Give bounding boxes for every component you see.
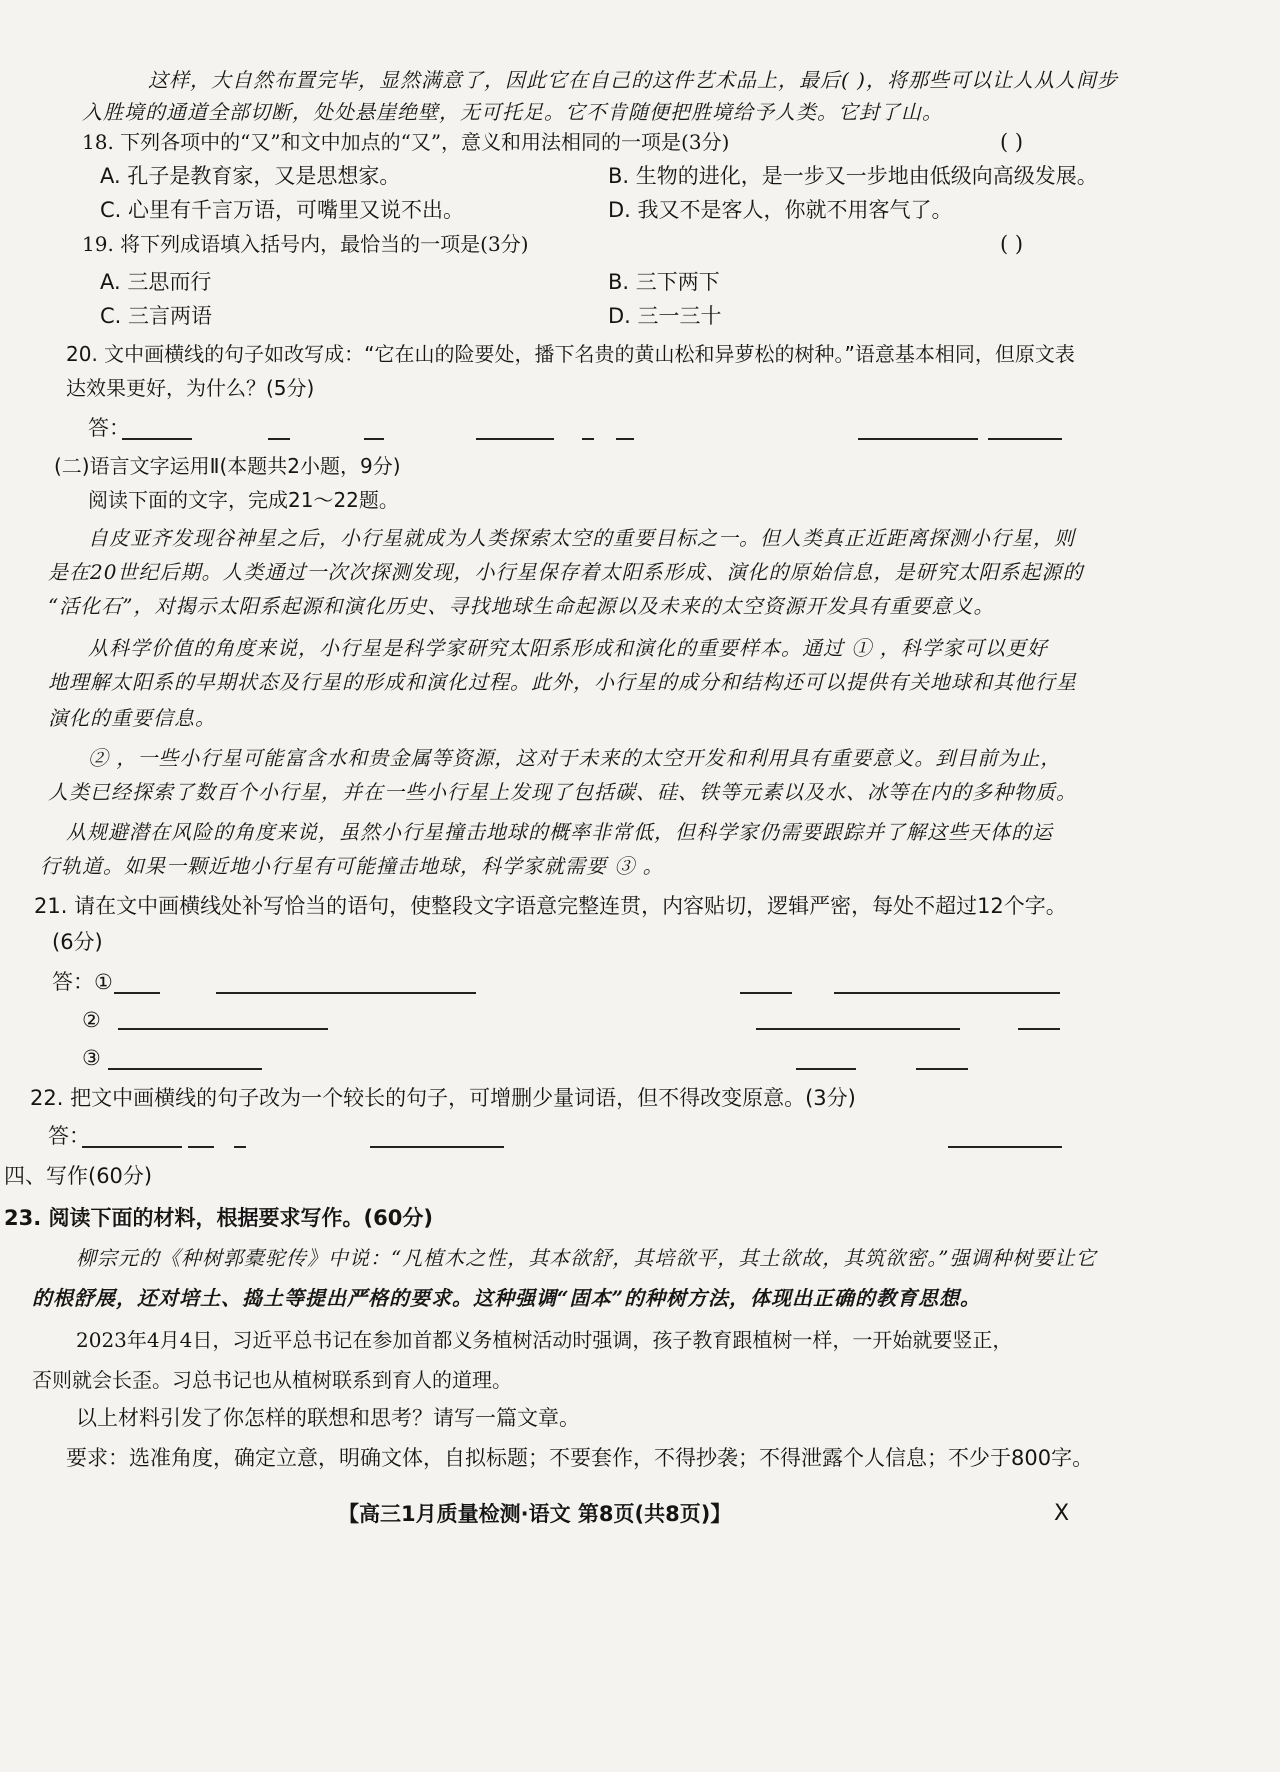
q21-answer-line-1[interactable] [740, 992, 792, 994]
q18-option-b[interactable]: B. 生物的进化，是一步又一步地由低级向高级发展。 [608, 164, 1098, 188]
q21-answer-line-3[interactable] [916, 1068, 968, 1070]
q21-answer-line-2[interactable] [1018, 1028, 1060, 1030]
article-p1-line-3: “活化石”，对揭示太阳系起源和演化历史、寻找地球生命起源以及未来的太空资源开发具有重要意义。 [48, 594, 995, 618]
q21-answer-line-2[interactable] [756, 1028, 960, 1030]
q18-answer-bracket[interactable]: ( ) [1000, 130, 1024, 154]
q22-answer-label: 答： [48, 1124, 90, 1148]
q22-answer-line[interactable] [948, 1146, 1062, 1148]
article-p2-line-2: 地理解太阳系的早期状态及行星的形成和演化过程。此外，小行星的成分和结构还可以提供有关地球和其他行星 [48, 670, 1077, 694]
q19-option-c[interactable]: C. 三言两语 [100, 304, 213, 328]
q19-answer-bracket[interactable]: ( ) [1000, 232, 1024, 256]
q20-answer-line[interactable] [582, 438, 594, 440]
q21-answer-label-3: ③ [82, 1046, 101, 1070]
q21-answer-line-1[interactable] [114, 992, 160, 994]
q21-stem-line-2: (6分) [52, 930, 103, 954]
article-p3-line-2: 人类已经探索了数百个小行星，并在一些小行星上发现了包括碳、硅、铁等元素以及水、冰等在内的多种物质。 [48, 780, 1077, 804]
q23-requirement: 要求：选准角度，确定立意，明确文体，自拟标题；不要套作，不得抄袭；不得泄露个人信息；不少于800字。 [66, 1446, 1094, 1470]
q20-answer-line[interactable] [268, 438, 290, 440]
q21-answer-line-3[interactable] [796, 1068, 856, 1070]
article-p2-line-1: 从科学价值的角度来说，小行星是科学家研究太阳系形成和演化的重要样本。通过 ① ，科学家可以更好 [88, 636, 1048, 660]
q21-answer-label-2: ② [82, 1008, 101, 1032]
q23-material-1-line-2: 的根舒展，还对培土、捣土等提出严格的要求。这种强调“固本”的种树方法，体现出正确的教育思想。 [32, 1286, 982, 1310]
q20-answer-line[interactable] [476, 438, 554, 440]
page-footer: 【高三1月质量检测·语文 第8页(共8页)】 [338, 1502, 732, 1526]
article-p4-line-2: 行轨道。如果一颗近地小行星有可能撞击地球，科学家就需要 ③ 。 [40, 854, 664, 878]
article-p1-line-1: 自皮亚齐发现谷神星之后，小行星就成为人类探索太空的重要目标之一。但人类真正近距离探测小行星，则 [88, 526, 1075, 550]
q22-answer-line[interactable] [188, 1146, 214, 1148]
q18-option-a[interactable]: A. 孔子是教育家，又是思想家。 [100, 164, 401, 188]
q20-stem-line-2: 达效果更好，为什么？(5分) [66, 376, 315, 400]
q21-answer-line-1[interactable] [216, 992, 476, 994]
section-2-instruction: 阅读下面的文字，完成21～22题。 [88, 488, 399, 512]
passage-line-2: 入胜境的通道全部切断，处处悬崖绝壁，无可托足。它不肯随便把胜境给予人类。它封了山。 [82, 100, 943, 124]
q23-material-1-line-1: 柳宗元的《种树郭橐驼传》中说：“凡植木之性，其本欲舒，其培欲平，其土欲故，其筑欲密。”强调种树要让它 [76, 1246, 1097, 1270]
q22-answer-line[interactable] [234, 1146, 246, 1148]
article-p1-line-2: 是在20世纪后期。人类通过一次次探测发现，小行星保存着太阳系形成、演化的原始信息，是研究太阳系起源的 [48, 560, 1084, 584]
section-2-heading: (二)语言文字运用Ⅱ(本题共2小题，9分) [54, 454, 401, 478]
q21-answer-line-2[interactable] [118, 1028, 328, 1030]
article-p3-line-1: ② ，一些小行星可能富含水和贵金属等资源，这对于未来的太空开发和利用具有重要意义。到目前为止， [88, 746, 1062, 770]
q21-answer-line-1[interactable] [834, 992, 1060, 994]
q18-option-d[interactable]: D. 我又不是客人，你就不用客气了。 [608, 198, 953, 222]
q21-answer-line-3[interactable] [108, 1068, 262, 1070]
article-p2-line-3: 演化的重要信息。 [48, 706, 216, 730]
q20-answer-line[interactable] [364, 438, 384, 440]
paper-code: X [1054, 1501, 1070, 1526]
passage-line-1: 这样，大自然布置完毕，显然满意了，因此它在自己的这件艺术品上，最后( )，将那些可以让人从人间步 [148, 68, 1118, 92]
article-p4-line-1: 从规避潜在风险的角度来说，虽然小行星撞击地球的概率非常低，但科学家仍需要跟踪并了解这些天体的运 [66, 820, 1053, 844]
q23-material-2-line-2: 否则就会长歪。习总书记也从植树联系到育人的道理。 [32, 1368, 512, 1392]
q20-answer-line[interactable] [858, 438, 978, 440]
q19-option-a[interactable]: A. 三思而行 [100, 270, 212, 294]
q18-stem: 18. 下列各项中的“又”和文中加点的“又”，意义和用法相同的一项是(3分) [82, 130, 730, 154]
q19-option-b[interactable]: B. 三下两下 [608, 270, 720, 294]
q22-stem: 22. 把文中画横线的句子改为一个较长的句子，可增删少量词语，但不得改变原意。(3分) [30, 1086, 856, 1110]
q23-material-2-line-1: 2023年4月4日，习近平总书记在参加首都义务植树活动时强调，孩子教育跟植树一样，一开始就要竖正， [76, 1328, 1013, 1352]
q20-answer-line[interactable] [616, 438, 634, 440]
q20-stem-line-1: 20. 文中画横线的句子如改写成：“它在山的险要处，播下名贵的黄山松和异萝松的树种。”语意基本相同，但原文表 [66, 342, 1075, 366]
q19-stem: 19. 将下列成语填入括号内，最恰当的一项是(3分) [82, 232, 529, 256]
q23-stem: 23. 阅读下面的材料，根据要求写作。(60分) [4, 1206, 433, 1230]
q20-answer-line[interactable] [122, 438, 192, 440]
section-4-heading: 四、写作(60分) [4, 1164, 153, 1188]
q22-answer-line[interactable] [82, 1146, 182, 1148]
q18-option-c[interactable]: C. 心里有千言万语，可嘴里又说不出。 [100, 198, 465, 222]
q21-answer-label-1: 答：① [52, 970, 113, 994]
q20-answer-label: 答： [88, 416, 130, 440]
q23-prompt: 以上材料引发了你怎样的联想和思考？请写一篇文章。 [76, 1406, 580, 1430]
q19-option-d[interactable]: D. 三一三十 [608, 304, 722, 328]
q22-answer-line[interactable] [370, 1146, 504, 1148]
q20-answer-line[interactable] [988, 438, 1062, 440]
q21-stem-line-1: 21. 请在文中画横线处补写恰当的语句，使整段文字语意完整连贯，内容贴切，逻辑严密，每处不超过12个字。 [34, 894, 1067, 918]
